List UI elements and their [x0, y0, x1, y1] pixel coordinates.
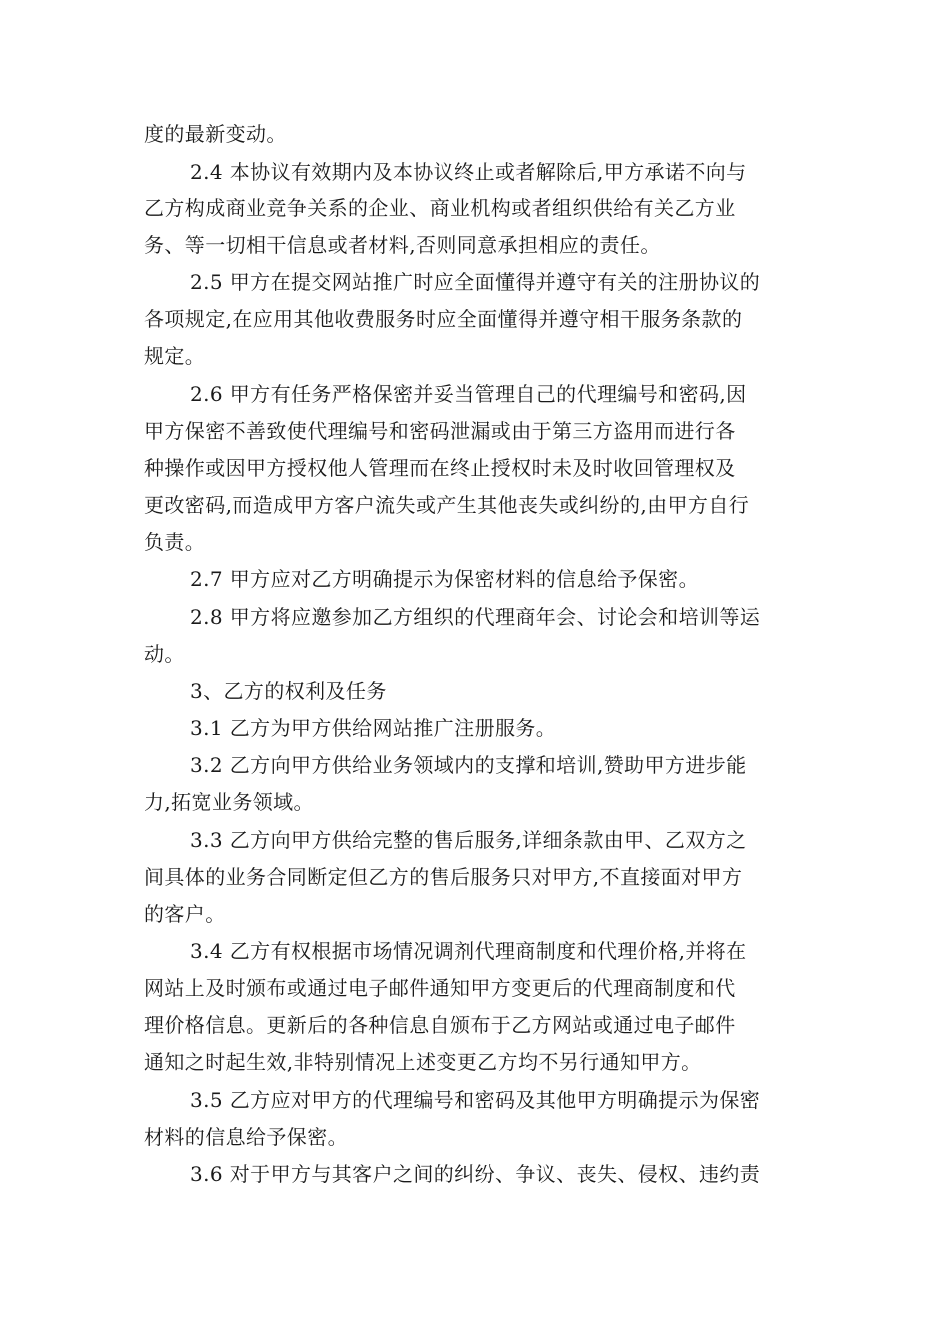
text-line: 3.2 乙方向甲方供给业务领域内的支撑和培训,赞助甲方进步能: [190, 753, 747, 777]
text-line: 负责。: [144, 530, 206, 554]
text-line: 2.6 甲方有任务严格保密并妥当管理自己的代理编号和密码,因: [190, 382, 747, 406]
text-line: 乙方构成商业竞争关系的企业、商业机构或者组织供给有关乙方业: [144, 196, 736, 220]
text-line: 3.3 乙方向甲方供给完整的售后服务,详细条款由甲、乙双方之: [190, 828, 747, 852]
text-line: 种操作或因甲方授权他人管理而在终止授权时未及时收回管理权及: [144, 456, 736, 480]
text-line: 通知之时起生效,非特别情况上述变更乙方均不另行通知甲方。: [144, 1050, 702, 1074]
text-line: 网站上及时颁布或通过电子邮件通知甲方变更后的代理商制度和代: [144, 976, 736, 1000]
text-line: 2.4 本协议有效期内及本协议终止或者解除后,甲方承诺不向与: [190, 160, 747, 184]
text-line: 3.4 乙方有权根据市场情况调剂代理商制度和代理价格,并将在: [190, 939, 747, 963]
text-line: 3.1 乙方为甲方供给网站推广注册服务。: [190, 716, 557, 740]
text-line: 材料的信息给予保密。: [144, 1125, 348, 1149]
text-line: 甲方保密不善致使代理编号和密码泄漏或由于第三方盗用而进行各: [144, 419, 736, 443]
text-line: 动。: [144, 642, 185, 666]
text-line: 各项规定,在应用其他收费服务时应全面懂得并遵守相干服务条款的: [144, 307, 743, 331]
text-line: 2.5 甲方在提交网站推广时应全面懂得并遵守有关的注册协议的: [190, 270, 761, 294]
text-line: 3.5 乙方应对甲方的代理编号和密码及其他甲方明确提示为保密: [190, 1088, 761, 1112]
text-line: 间具体的业务合同断定但乙方的售后服务只对甲方,不直接面对甲方: [144, 865, 743, 889]
text-line: 规定。: [144, 344, 206, 368]
text-line: 度的最新变动。: [144, 122, 287, 146]
text-line: 2.8 甲方将应邀参加乙方组织的代理商年会、讨论会和培训等运: [190, 605, 761, 629]
text-line: 更改密码,而造成甲方客户流失或产生其他丧失或纠纷的,由甲方自行: [144, 493, 750, 517]
text-line: 力,拓宽业务领域。: [144, 790, 314, 814]
text-line: 务、等一切相干信息或者材料,否则同意承担相应的责任。: [144, 233, 661, 257]
text-line: 2.7 甲方应对乙方明确提示为保密材料的信息给予保密。: [190, 567, 699, 591]
text-line: 的客户。: [144, 902, 226, 926]
text-line: 3.6 对于甲方与其客户之间的纠纷、争议、丧失、侵权、违约责: [190, 1162, 761, 1186]
section-heading: 3、乙方的权利及任务: [190, 679, 387, 703]
text-line: 理价格信息。更新后的各种信息自颁布于乙方网站或通过电子邮件: [144, 1013, 736, 1037]
